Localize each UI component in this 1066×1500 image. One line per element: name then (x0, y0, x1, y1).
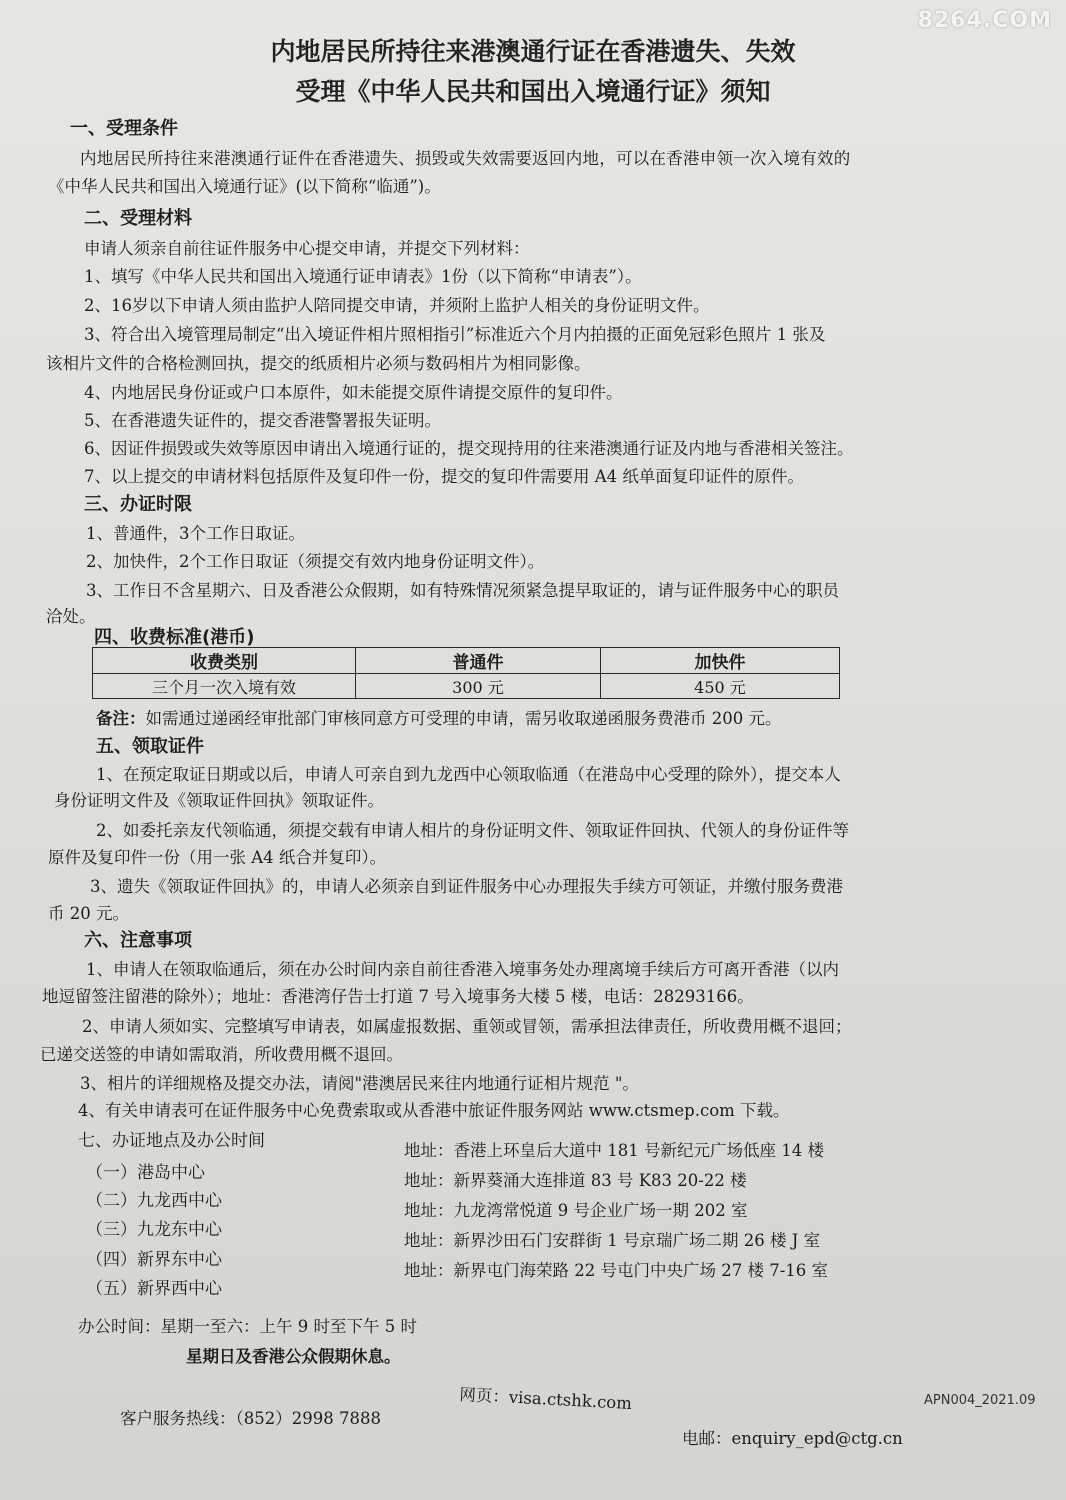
section-6-item-3: 3、相片的详细规格及提交办法，请阅"港澳居民来往内地通行证相片规范 "。 (80, 1074, 639, 1093)
title-line-1: 内地居民所持往来港澳通行证在香港遗失、失效 (270, 37, 796, 66)
center-name-3: （三）九龙东中心 (86, 1220, 222, 1240)
center-name-1: （一）港岛中心 (86, 1163, 205, 1183)
section-5-item-3b: 币 20 元。 (48, 904, 129, 923)
center-name-5: （五）新界西中心 (86, 1279, 222, 1299)
section-2-item-5: 5、在香港遗失证件的，提交香港警署报失证明。 (84, 411, 441, 430)
section-1-heading: 一、受理条件 (70, 118, 178, 139)
center-name-4: （四）新界东中心 (86, 1250, 222, 1270)
fee-table (92, 647, 840, 699)
table-row (93, 674, 840, 699)
address-label: 地址： (404, 1231, 454, 1250)
address-label: 地址： (404, 1261, 454, 1280)
fee-note-label: 备注： (96, 709, 146, 728)
fee-table-header-row (93, 648, 840, 674)
section-3-item-3b: 洽处。 (46, 607, 96, 626)
section-3-item-3a: 3、工作日不含星期六、日及香港公众假期，如有特殊情况须紧急提早取证的，请与证件服务中心的职员 (86, 581, 839, 600)
section-2-item-3b: 该相片文件的合格检测回执，提交的纸质相片必须与数码相片为相同影像。 (46, 354, 591, 373)
section-4-heading: 四、收费标准(港币) (94, 627, 255, 648)
watermark: 8264.COM (917, 8, 1052, 33)
center-address-3 (404, 1200, 747, 1222)
address-text: 新界葵涌大连排道 83 号 K83 20-22 楼 (453, 1171, 747, 1190)
section-1-para-2: 《中华人民共和国出入境通行证》(以下简称“临通”)。 (48, 177, 441, 196)
section-2-heading: 二、受理材料 (84, 208, 192, 229)
section-5-item-3a: 3、遗失《领取证件回执》的，申请人必须亲自到证件服务中心办理报失手续方可领证，并缴付服务费港 (90, 877, 843, 896)
center-address-4 (404, 1230, 820, 1252)
section-5-item-1a: 1、在预定取证日期或以后，申请人可亲自到九龙西中心领取临通（在港岛中心受理的除外），提交本人 (96, 765, 841, 784)
fee-header-express: 加快件 (601, 648, 840, 674)
section-7-heading: 七、办证地点及办公时间 (78, 1131, 265, 1151)
fee-cell-regular: 300 元 (356, 674, 601, 699)
address-text: 新界屯门海荣路 22 号屯门中央广场 27 楼 7-16 室 (453, 1261, 829, 1280)
document-code: APN004_2021.09 (924, 1393, 1036, 1408)
section-3-heading: 三、办证时限 (84, 494, 192, 515)
fee-cell-category: 三个月一次入境有效 (93, 674, 356, 699)
address-text: 新界沙田石门安群街 1 号京瑞广场二期 26 楼 J 室 (453, 1231, 821, 1250)
section-2-item-7: 7、以上提交的申请材料包括原件及复印件一份，提交的复印件需要用 A4 纸单面复印证件的原件。 (84, 467, 804, 486)
section-5-item-2a: 2、如委托亲友代领临通，须提交载有申请人相片的身份证明文件、领取证件回执、代领人的身份证件等 (96, 821, 849, 840)
section-6-item-1a: 1、申请人在领取临通后，须在办公时间内亲自前往香港入境事务处办理离境手续后方可离开香港（以内 (86, 960, 839, 979)
section-6-item-2b: 已递交送签的申请如需取消，所收费用概不退回。 (40, 1045, 403, 1064)
section-5-item-2b: 原件及复印件一份（用一张 A4 纸合并复印）。 (48, 848, 387, 867)
fee-note-text: 如需通过递函经审批部门审核同意方可受理的申请，需另收取递函服务费港币 200 元。 (145, 709, 782, 728)
footer-email: 电邮：enquiry_epd@ctg.cn (682, 1429, 903, 1448)
section-2-item-4: 4、内地居民身份证或户口本原件，如未能提交原件请提交原件的复印件。 (84, 383, 623, 402)
section-6-heading: 六、注意事项 (84, 930, 192, 951)
center-name-2: （二）九龙西中心 (86, 1191, 222, 1211)
title-line-2: 受理《中华人民共和国出入境通行证》须知 (295, 77, 771, 106)
section-2-item-1: 1、填写《中华人民共和国出入境通行证申请表》1份（以下简称“申请表”）。 (84, 267, 642, 286)
section-6-item-4: 4、有关申请表可在证件服务中心免费索取或从香港中旅证件服务网站 www.ctsmep.com 下载。 (78, 1101, 790, 1120)
fee-header-regular: 普通件 (356, 648, 601, 674)
center-address-1 (404, 1140, 824, 1162)
section-2-item-2: 2、16岁以下申请人须由监护人陪同提交申请，并须附上监护人相关的身份证明文件。 (84, 296, 710, 315)
section-6-item-1b: 地逗留签注留港的除外）；地址：香港湾仔告士打道 7 号入境事务大楼 5 楼，电话：28293166。 (42, 987, 754, 1006)
fee-header-category: 收费类别 (93, 648, 356, 674)
address-text: 香港上环皇后大道中 181 号新纪元广场低座 14 楼 (453, 1141, 824, 1160)
office-hours-label: 办公时间： (78, 1317, 161, 1336)
section-2-item-3a: 3、符合出入境管理局制定“出入境证件相片照相指引”标准近六个月内拍摄的正面免冠彩色照片 1 张及 (84, 325, 826, 344)
footer-hotline: 客户服务热线：（852）2998 7888 (120, 1409, 381, 1428)
address-label: 地址： (404, 1201, 454, 1220)
address-label: 地址： (404, 1141, 454, 1160)
footer-website: 网页：visa.ctshk.com (458, 1384, 633, 1414)
section-1-para-1: 内地居民所持往来港澳通行证件在香港遗失、损毁或失效需要返回内地，可以在香港申领一次入境有效的 (80, 149, 851, 168)
fee-note (96, 708, 781, 730)
office-hours-text: 星期一至六：上午 9 时至下午 5 时 (160, 1317, 417, 1336)
office-hours (78, 1316, 417, 1338)
fee-cell-express: 450 元 (601, 674, 840, 699)
office-closed-note: 星期日及香港公众假期休息。 (186, 1347, 401, 1366)
section-5-item-1b: 身份证明文件及《领取证件回执》领取证件。 (54, 791, 384, 810)
center-address-2 (404, 1170, 747, 1192)
section-3-item-2: 2、加快件，2个工作日取证（须提交有效内地身份证明文件）。 (86, 552, 545, 571)
section-3-item-1: 1、普通件，3个工作日取证。 (86, 524, 305, 543)
section-5-heading: 五、领取证件 (96, 736, 204, 757)
address-text: 九龙湾常悦道 9 号企业广场一期 202 室 (453, 1201, 748, 1220)
center-address-5 (404, 1260, 828, 1282)
section-2-intro: 申请人须亲自前往证件服务中心提交申请，并提交下列材料： (84, 239, 530, 258)
address-label: 地址： (404, 1171, 454, 1190)
section-6-item-2a: 2、申请人须如实、完整填写申请表，如属虚报数据、重领或冒领，需承担法律责任，所收费用概不退回； (82, 1017, 852, 1036)
section-2-item-6: 6、因证件损毁或失效等原因申请出入境通行证的，提交现持用的往来港澳通行证及内地与香港相关签注。 (84, 439, 854, 458)
